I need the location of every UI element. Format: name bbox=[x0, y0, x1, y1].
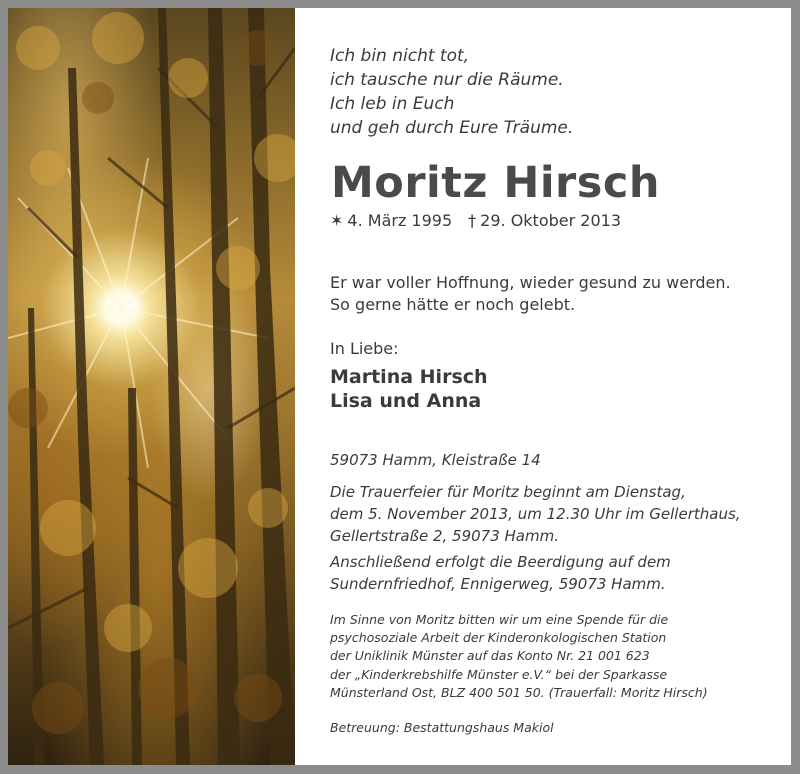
death-date: 29. Oktober 2013 bbox=[480, 211, 621, 230]
obituary-card bbox=[8, 8, 791, 765]
funeral-home-credit: Betreuung: Bestattungshaus Makiol bbox=[330, 720, 554, 735]
deceased-name: Moritz Hirsch bbox=[331, 158, 660, 208]
donation-line: psychosoziale Arbeit der Kinderonkologischen Station bbox=[330, 630, 667, 646]
quote-line: So gerne hätte er noch gelebt. bbox=[330, 295, 576, 314]
burial-line: Sundernfriedhof, Ennigerweg, 59073 Hamm. bbox=[330, 575, 666, 593]
poem-line: Ich leb in Euch bbox=[330, 94, 455, 114]
forest-trees-illustration bbox=[8, 8, 295, 765]
family-names bbox=[330, 365, 488, 413]
poem-line: und geh durch Eure Träume. bbox=[330, 118, 574, 138]
birth-date: 4. März 1995 bbox=[347, 211, 453, 230]
donation-line: der Uniklinik Münster auf das Konto Nr. 21 001 623 bbox=[330, 648, 650, 664]
donation-line: Im Sinne von Moritz bitten wir um eine Spende für die bbox=[330, 612, 669, 627]
donation-line: Münsterland Ost, BLZ 400 501 50. (Trauerfall: Moritz Hirsch) bbox=[330, 684, 708, 700]
family-member: Lisa und Anna bbox=[330, 390, 482, 412]
obituary-text bbox=[330, 8, 770, 765]
poem-line: ich tausche nur die Räume. bbox=[330, 70, 564, 90]
poem bbox=[330, 44, 573, 140]
burial-info bbox=[330, 551, 671, 595]
family-member: Martina Hirsch bbox=[330, 366, 488, 388]
donation-line: der „Kinderkrebshilfe Münster e.V.“ bei der Sparkasse bbox=[330, 666, 668, 682]
funeral-info bbox=[330, 481, 741, 547]
family-address: 59073 Hamm, Kleistraße 14 bbox=[330, 451, 541, 469]
memorial-quote bbox=[330, 272, 731, 316]
birth-star-icon: ✶ bbox=[330, 211, 344, 230]
funeral-line: Gellertstraße 2, 59073 Hamm. bbox=[330, 527, 559, 545]
forest-sunburst-photo bbox=[8, 8, 295, 765]
life-dates bbox=[330, 211, 621, 230]
funeral-line: Die Trauerfeier für Moritz beginnt am Dienstag, bbox=[330, 483, 686, 501]
in-love-label: In Liebe: bbox=[330, 339, 399, 358]
quote-line: Er war voller Hoffnung, wieder gesund zu werden. bbox=[330, 273, 731, 292]
death-cross-icon: † bbox=[468, 211, 477, 230]
donation-request bbox=[330, 611, 708, 702]
funeral-line: dem 5. November 2013, um 12.30 Uhr im Gellerthaus, bbox=[330, 505, 741, 523]
poem-line: Ich bin nicht tot, bbox=[330, 46, 470, 66]
burial-line: Anschließend erfolgt die Beerdigung auf dem bbox=[330, 553, 671, 571]
